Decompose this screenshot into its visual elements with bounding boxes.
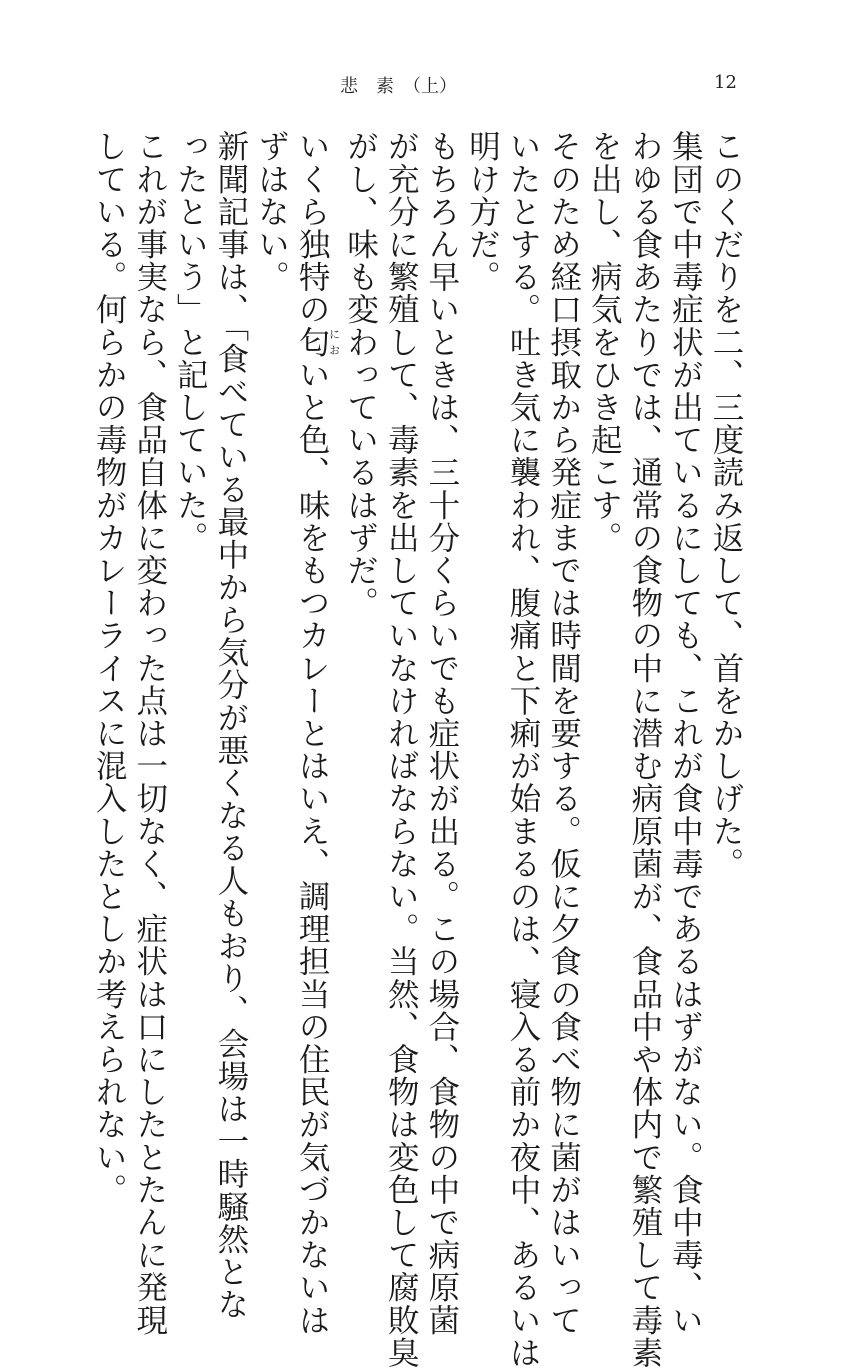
text-line: ずはない。: [253, 130, 290, 293]
ruby-reading: にお: [327, 325, 341, 359]
text-line: これが事実なら、食品自体に変わった点は一切なく、症状は口にしたとたんに発現: [131, 130, 168, 1337]
text-line: わゆる食あたりでは、通常の食物の中に潜む病原菌が、食品中や体内で繁殖して毒素: [626, 130, 663, 1369]
text-line: 明け方だ。: [464, 130, 501, 293]
text-line: ったという」と記していた。: [172, 130, 209, 554]
text-line: もちろん早いときは、三十分くらいでも症状が出る。この場合、食物の中で病原菌: [423, 130, 460, 1337]
text-line: 新聞記事は、「食べている最中から気分が悪くなる人もおり、会場は一時騒然とな: [212, 130, 249, 1321]
text-line: がし、味も変わっているはずだ。: [342, 130, 379, 619]
text-line-with-ruby: [291, 130, 341, 1337]
ruby-word: [294, 325, 341, 359]
text-line: そのため経口摂取から発症までは時間を要する。仮に夕食の食べ物に菌がはいって: [545, 130, 582, 1337]
ruby-line-after: いと色、味をもつカレーとはいえ、調理担当の住民が気づかないは: [294, 358, 331, 1337]
text-line: している。何らかの毒物がカレーライスに混入したとしか考えられない。: [91, 130, 128, 1206]
text-line: 集団で中毒症状が出ているにしても、これが食中毒であるはずがない。食中毒、い: [667, 130, 704, 1337]
ruby-base: 匂: [294, 325, 331, 359]
text-line: が充分に繁殖して、毒素を出していなければならない。当然、食物は変色して腐敗臭: [383, 130, 420, 1369]
vertical-body-text: [91, 130, 746, 1369]
text-line: いたとする。吐き気に襲われ、腹痛と下痢が始まるのは、寝入る前か夜中、あるいは: [505, 130, 542, 1369]
text-line: を出し、病気をひき起こす。: [586, 130, 623, 554]
page-number: 12: [714, 72, 737, 93]
running-head-title: 悲 素 （上）: [340, 76, 457, 97]
text-line: このくだりを二、三度読み返して、首をかしげた。: [708, 130, 744, 880]
ruby-line-before: いくら独特の: [294, 130, 331, 326]
